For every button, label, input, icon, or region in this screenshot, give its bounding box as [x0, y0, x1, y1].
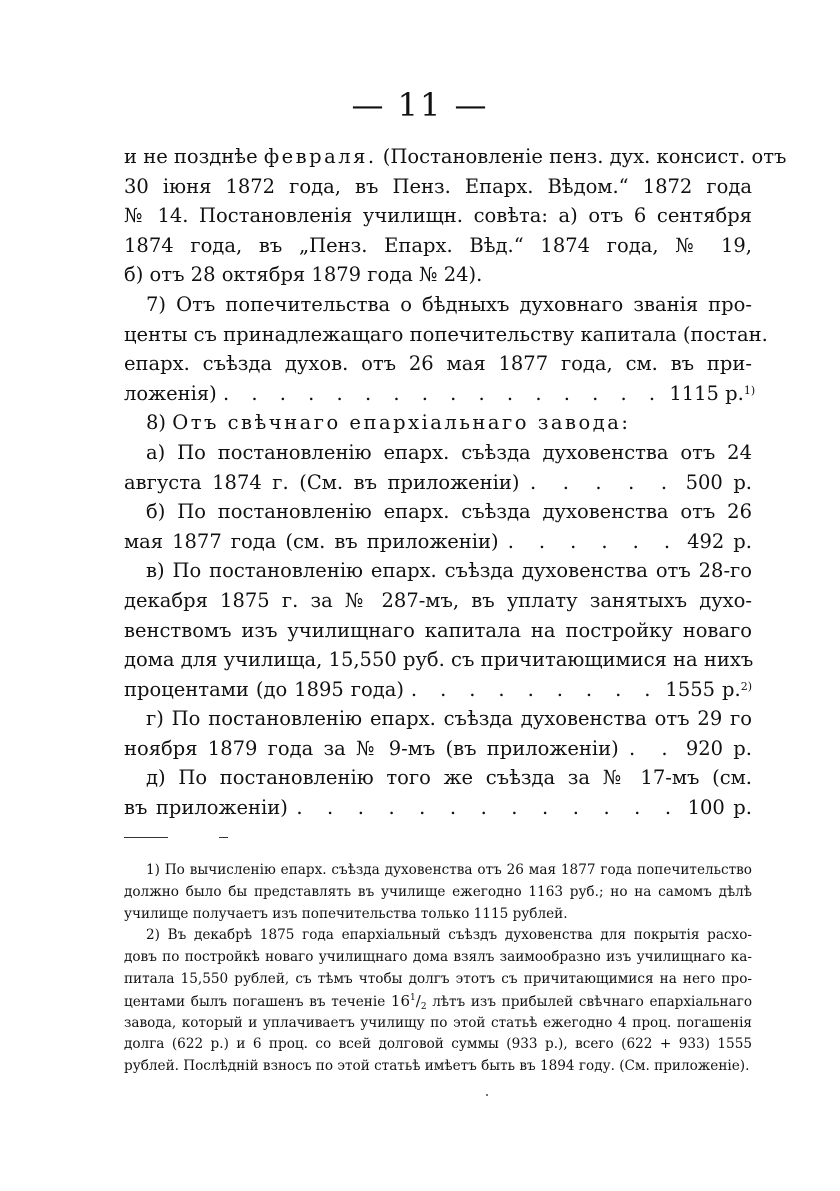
- line-segment: мая 1877 года (см. въ приложеніи): [124, 529, 499, 553]
- mixed-fraction: $16^1/_2$: [390, 991, 427, 1012]
- footnote-rule: [124, 837, 168, 838]
- amount: 500 р.: [685, 470, 752, 494]
- dot-leader: . .: [628, 736, 676, 760]
- page-number: — 11 —: [351, 86, 489, 124]
- text-line: 7) Отъ попечительства о бѣдныхъ духовнаго званія про-: [146, 292, 752, 316]
- footnote-ref: 2): [740, 679, 752, 693]
- line-segment: ноября 1879 года за № 9-мъ (въ приложеніи): [124, 736, 619, 760]
- text-line: б) По постановленію епарх. съѣзда духовенства отъ 26: [146, 500, 752, 524]
- amount: 100 р.: [687, 796, 752, 820]
- dot-leader: . . . . . . . . .: [410, 677, 659, 701]
- spaced-word: февраля.: [263, 145, 377, 168]
- text-line: [124, 527, 752, 557]
- line-segment: ложенія): [124, 381, 217, 405]
- amount: 920 р.: [685, 736, 752, 760]
- text-line: [124, 468, 752, 498]
- amount-value: 1555 р.: [665, 677, 741, 701]
- line-segment: въ приложеніи): [124, 796, 288, 820]
- line-segment: центами былъ погашенъ въ теченіе: [124, 993, 391, 1010]
- footnote-line: [124, 991, 752, 1013]
- text-line: в) По постановленію епарх. съѣзда духовенства отъ 28-го: [146, 559, 752, 583]
- text-line: дома для училища, 15,550 руб. съ причитающимися на нихъ: [124, 648, 754, 672]
- footnote-line: питала 15,550 рублей, съ тѣмъ чтобы долгъ этотъ съ причитающимися на него про-: [124, 970, 752, 987]
- footnote-line: рублей. Послѣдній взносъ по этой статьѣ имѣетъ быть въ 1894 году. (См. приложеніе).: [124, 1058, 750, 1075]
- section-title: Отъ свѣчнаго епархіальнаго завода:: [172, 411, 631, 435]
- text-line: [124, 379, 756, 409]
- text-line: 30 іюня 1872 года, въ Пенз. Епарх. Вѣдом.“ 1872 года: [124, 174, 752, 198]
- line-segment: и не позднѣе: [124, 145, 264, 168]
- footnote-line: 2) Въ декабрѣ 1875 года епархіальный съѣздъ духовенства для покрытія расхо-: [146, 927, 752, 944]
- amount: [665, 678, 752, 701]
- footnote-rule-dash: [219, 837, 228, 838]
- dot-leader: . . . . . . . . . . . . .: [296, 796, 680, 820]
- amount: 492 р.: [687, 529, 752, 553]
- text-line: центы съ принадлежащаго попечительству капитала (постан.: [124, 322, 768, 346]
- main-text: [124, 142, 787, 823]
- fraction-numerator: 1: [410, 992, 416, 1003]
- text-line: венствомъ изъ училищнаго капитала на постройку новаго: [124, 618, 752, 642]
- dot-leader: . . . . . .: [507, 529, 679, 553]
- amount: [669, 382, 755, 405]
- text-line: 1874 года, въ „Пенз. Епарх. Вѣд.“ 1874 года, № 19,: [124, 233, 752, 257]
- text-line: епарх. съѣзда духов. отъ 26 мая 1877 года, см. въ при-: [124, 352, 752, 376]
- line-segment: августа 1874 г. (См. въ приложеніи): [124, 470, 520, 494]
- text-line: б) отъ 28 октября 1879 года № 24).: [124, 263, 483, 287]
- section-number: 8): [146, 411, 173, 435]
- footnote-line: долга (622 р.) и 6 проц. со всей долговой суммы (933 р.), всего (622 + 933) 1555: [124, 1036, 752, 1053]
- fraction-denominator: 2: [420, 1001, 427, 1012]
- footnote-line: училище получаетъ изъ попечительства только 1115 рублей.: [124, 905, 568, 922]
- print-speck: [486, 1094, 488, 1096]
- footnote-line: завода, который и уплачиваетъ училищу по этой статьѣ ежегодно 4 проц. погашенія: [124, 1014, 752, 1031]
- text-line: [124, 675, 752, 705]
- footnote-line: 1) По вычисленію епарх. съѣзда духовенства отъ 26 мая 1877 года попечительство: [146, 862, 752, 878]
- footnote-line: довъ по постройкѣ новаго училищнаго дома взялъ заимообразно изъ училищнаго ка-: [124, 949, 752, 966]
- text-line: а) По постановленію епарх. съѣзда духовенства отъ 24: [146, 440, 752, 464]
- text-line: [124, 734, 752, 764]
- line-segment: процентами (до 1895 года): [124, 677, 404, 701]
- dot-leader: . . . . . . . . . . . . . . . .: [222, 381, 664, 405]
- text-line: № 14. Постановленія училищн. совѣта: а) отъ 6 сентября: [124, 204, 752, 228]
- amount-value: 1115 р.: [669, 381, 744, 405]
- dot-leader: . . . . .: [529, 470, 676, 494]
- text-line: [124, 142, 787, 172]
- text-line: [124, 793, 752, 823]
- footnote-line: должно было бы представлять въ училище ежегодно 1163 руб.; но на самомъ дѣлѣ: [124, 883, 752, 900]
- fraction-whole: 16: [390, 991, 411, 1010]
- text-line: д) По постановленію того же съѣзда за № 17-мъ (см.: [146, 766, 752, 790]
- text-line: декабря 1875 г. за № 287-мъ, въ уплату занятыхъ духо-: [124, 588, 752, 612]
- line-segment: лѣтъ изъ прибылей свѣчнаго епархіальнаго: [426, 993, 752, 1010]
- section-heading: [124, 408, 752, 438]
- text-line: г) По постановленію епарх. съѣзда духовенства отъ 29 го: [146, 707, 752, 731]
- footnote-ref: 1): [743, 383, 756, 397]
- footnotes: [124, 860, 752, 1078]
- line-segment: (Постановленіе пенз. дух. консист. отъ: [376, 145, 787, 168]
